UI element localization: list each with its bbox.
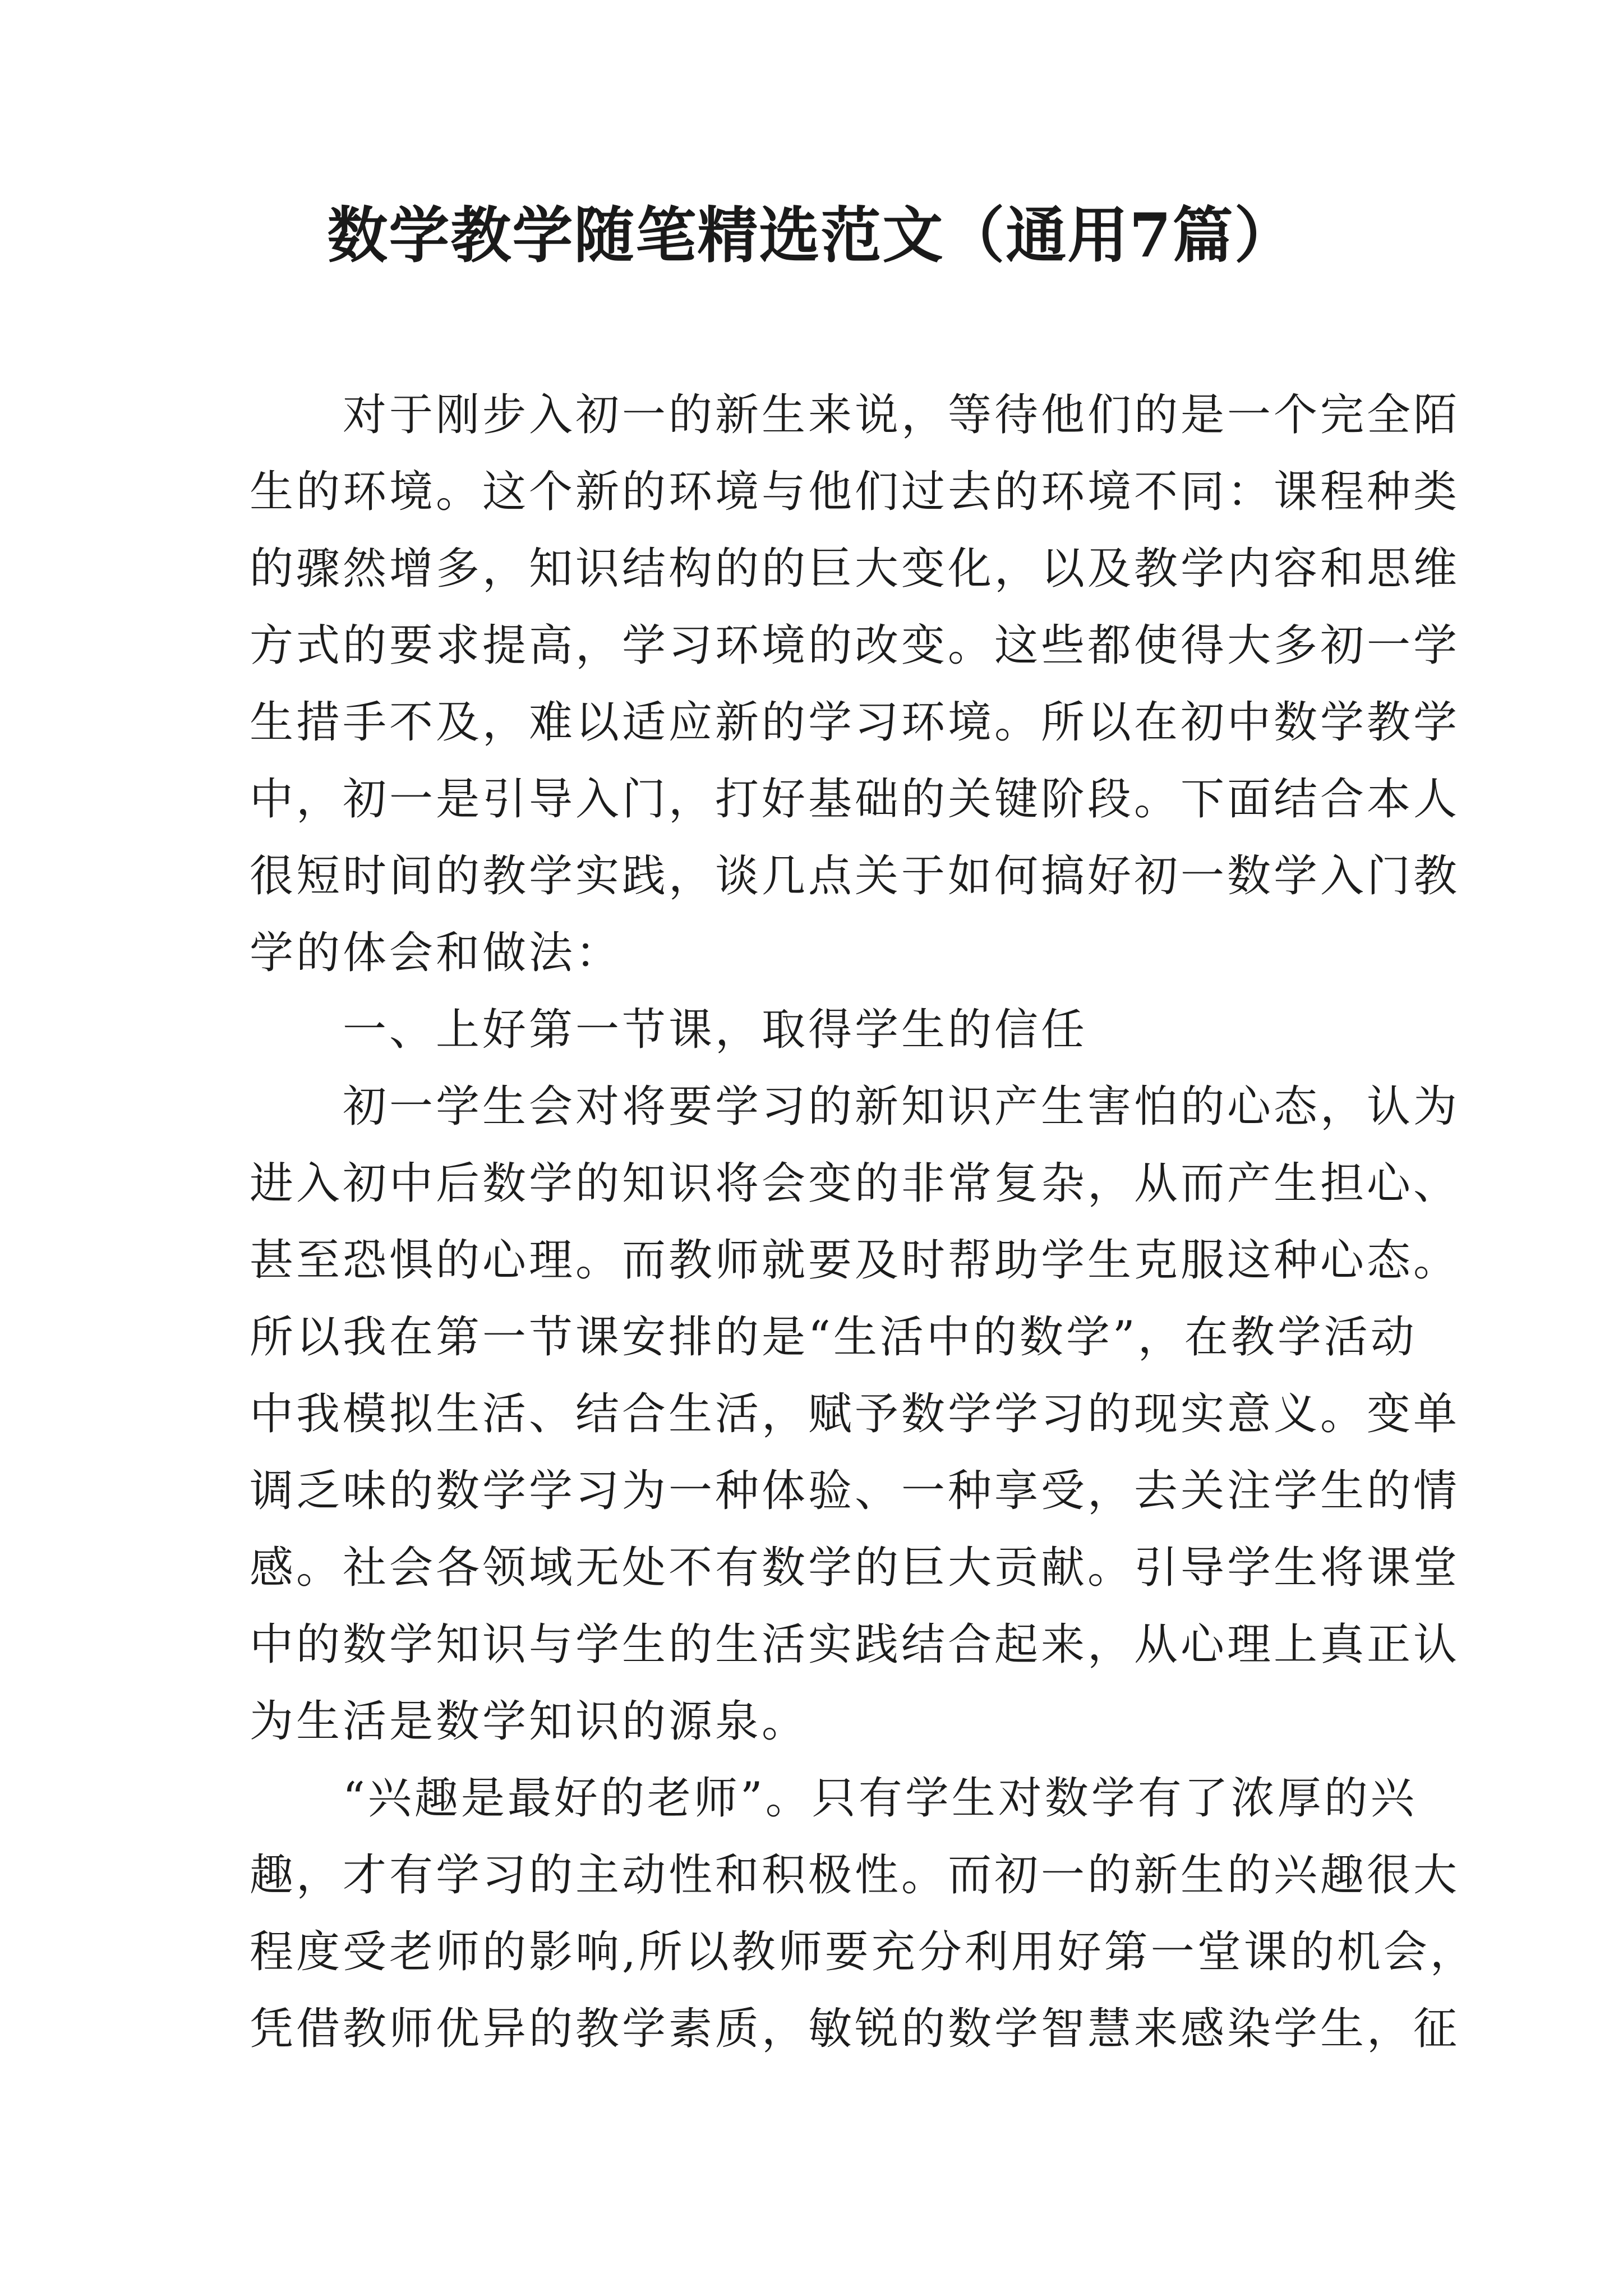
body-line: 学的体会和做法： [250,928,623,978]
body-line: 一、上好第一节课，取得学生的信任 [250,1005,1088,1055]
body-line: 为生活是数学知识的源泉。 [250,1696,809,1747]
body-line: 方式的要求提高，学习环境的改变。这些都使得大多初一学 [250,620,1460,671]
body-line: 生措手不及，难以适应新的学习环境。所以在初中数学教学 [250,697,1460,748]
body-line: 中我模拟生活、结合生活，赋予数学学习的现实意义。变单 [250,1389,1460,1439]
body-line: “兴趣是最好的老师”。只有学生对数学有了浓厚的兴 [250,1773,1417,1824]
body-line: 感。社会各领域无处不有数学的巨大贡献。引导学生将课堂 [250,1543,1460,1593]
document-title: 数学教学随笔精选范文（通用7篇） [327,200,1296,271]
body-line: 程度受老师的影响,所以教师要充分利用好第一堂课的机会， [250,1927,1477,1977]
body-line: 对于刚步入初一的新生来说，等待他们的是一个完全陌 [250,390,1460,440]
body-line: 中，初一是引导入门，打好基础的关键阶段。下面结合本人 [250,774,1460,825]
body-line: 调乏味的数学学习为一种体验、一种享受，去关注学生的情 [250,1466,1460,1516]
body-line: 所以我在第一节课安排的是“生活中的数学”，在教学活动 [250,1312,1417,1363]
body-line: 初一学生会对将要学习的新知识产生害怕的心态，认为 [250,1082,1460,1132]
body-line: 进入初中后数学的知识将会变的非常复杂，从而产生担心、 [250,1158,1460,1209]
body-line: 很短时间的教学实践，谈几点关于如何搞好初一数学入门教 [250,851,1460,901]
body-line: 中的数学知识与学生的生活实践结合起来，从心理上真正认 [250,1619,1460,1670]
body-line: 的骤然增多，知识结构的的巨大变化，以及教学内容和思维 [250,544,1460,594]
body-line: 生的环境。这个新的环境与他们过去的环境不同：课程种类 [250,467,1460,517]
document-body [250,377,1477,2068]
body-line: 甚至恐惧的心理。而教师就要及时帮助学生克服这种心态。 [250,1235,1460,1286]
body-line: 凭借教师优异的教学素质，敏锐的数学智慧来感染学生，征 [250,2004,1460,2054]
body-line: 趣，才有学习的主动性和积极性。而初一的新生的兴趣很大 [250,1850,1460,1901]
